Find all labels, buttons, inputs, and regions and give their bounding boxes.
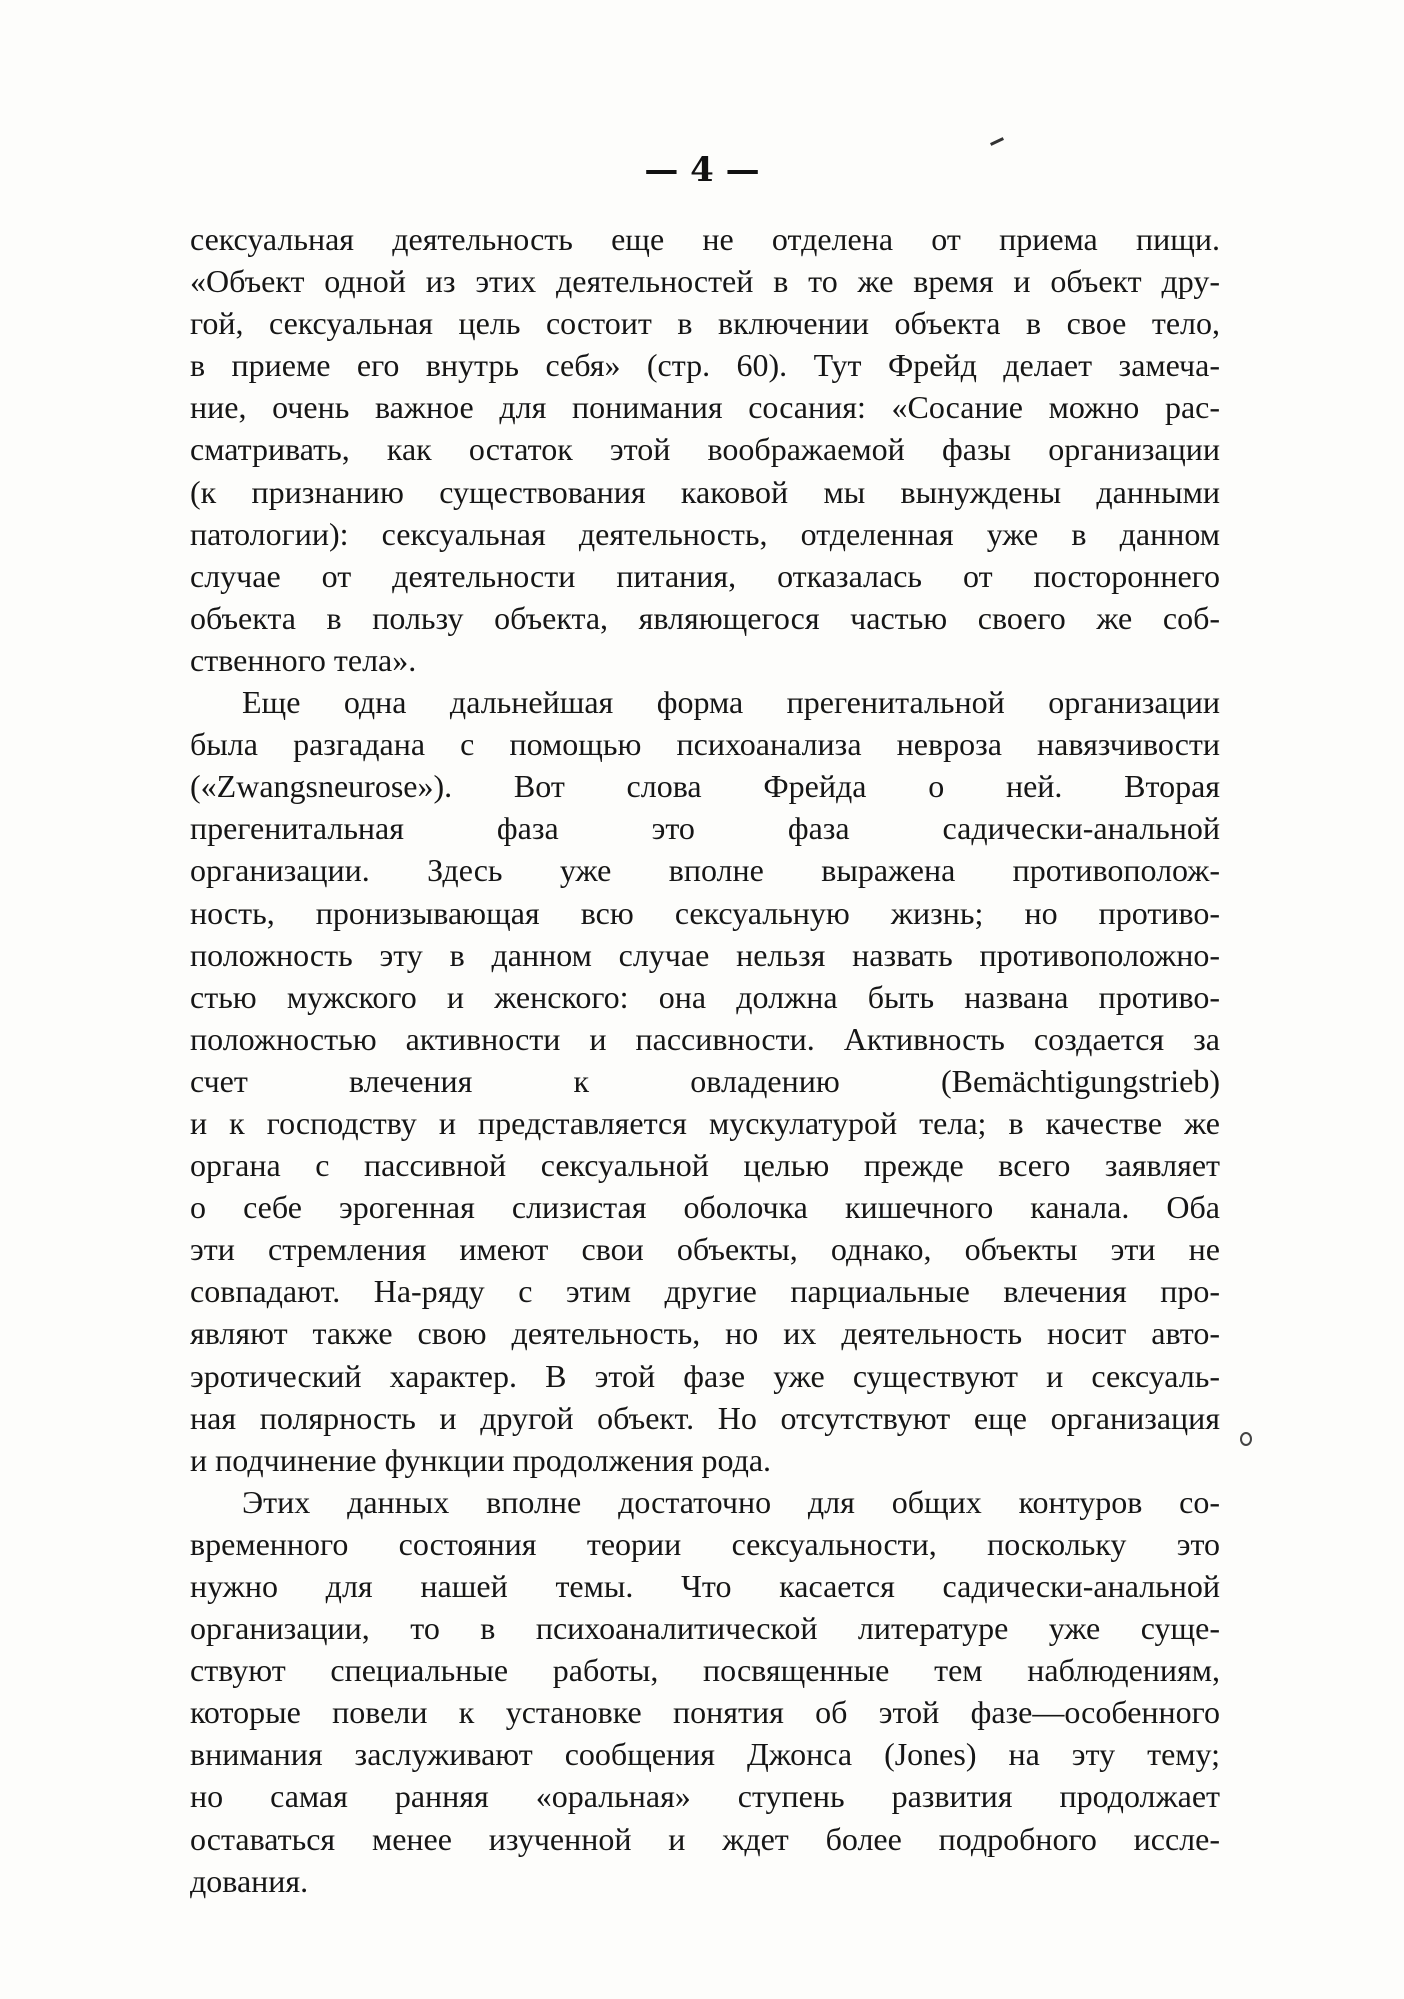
text-line: (к признанию существования каковой мы вынуждены данными — [190, 473, 1220, 510]
paragraph-first-line: Еще одна дальнейшая форма прегенитальной организации — [242, 684, 1220, 721]
text-line: оставаться менее изученной и ждет более подробного иссле- — [190, 1820, 1220, 1857]
text-line: ность, пронизывающая всю сексуальную жизнь; но противо- — [190, 894, 1220, 931]
text-line: ствуют специальные работы, посвященные тем наблюдениям, — [190, 1652, 1220, 1689]
text-line: ние, очень важное для понимания сосания: «Сосание можно рас- — [190, 389, 1220, 426]
text-line: гой, сексуальная цель состоит в включении объекта в свое тело, — [190, 305, 1220, 342]
text-line: ственного тела». — [190, 641, 417, 678]
text-line: временного состояния теории сексуальности, поскольку это — [190, 1525, 1220, 1562]
text-line: прегенитальная фаза это фаза садически-анальной — [190, 810, 1220, 847]
text-line: положностью активности и пассивности. Активность создается за — [190, 1020, 1220, 1057]
text-line: «Объект одной из этих деятельностей в то же время и объект дру- — [190, 263, 1220, 300]
text-line: но самая ранняя «оральная» ступень развития продолжает — [190, 1778, 1220, 1815]
ink-speck-mark — [1240, 1432, 1252, 1446]
text-line: которые повели к установке понятия об этой фазе—особенного — [190, 1694, 1220, 1731]
text-line: дования. — [190, 1862, 309, 1899]
pen-tick-mark — [990, 137, 1004, 146]
text-line: в приеме его внутрь себя» (стр. 60). Тут Фрейд делает замеча- — [190, 347, 1220, 384]
text-line: счет влечения к овладению (Bemächtigungstrieb) — [190, 1062, 1220, 1099]
text-line: эротический характер. В этой фазе уже существуют и сексуаль- — [190, 1357, 1220, 1394]
text-line: организации, то в психоаналитической литературе уже суще- — [190, 1610, 1220, 1647]
text-line: нужно для нашей темы. Что касается садически-анальной — [190, 1568, 1220, 1604]
text-line: («Zwangsneurose»). Вот слова Фрейда о ней. Вторая — [190, 768, 1220, 805]
paragraph-first-line: Этих данных вполне достаточно для общих контуров со- — [242, 1483, 1220, 1520]
text-line: случае от деятельности питания, отказалась от постороннего — [190, 557, 1220, 594]
text-line: совпадают. На-ряду с этим другие парциальные влечения про- — [190, 1273, 1220, 1310]
text-line: объекта в пользу объекта, являющегося частью своего же соб- — [190, 599, 1220, 636]
page-body — [190, 218, 1220, 1902]
text-line: сматривать, как остаток этой воображаемой фазы организации — [190, 431, 1220, 468]
text-line: и к господству и представляется мускулатурой тела; в качестве же — [190, 1104, 1220, 1141]
text-line: и подчинение функции продолжения рода. — [190, 1441, 772, 1478]
text-line: о себе эрогенная слизистая оболочка кишечного канала. Оба — [190, 1189, 1220, 1226]
page-number: — 4 — — [644, 150, 760, 190]
text-line: стью мужского и женского: она должна быть названа противо- — [190, 978, 1220, 1015]
text-line: внимания заслуживают сообщения Джонса (Jones) на эту тему; — [190, 1736, 1220, 1773]
text-line: была разгадана с помощью психоанализа невроза навязчивости — [190, 726, 1220, 763]
text-line: патологии): сексуальная деятельность, отделенная уже в данном — [190, 515, 1220, 552]
text-line: ная полярность и другой объект. Но отсутствуют еще организация — [190, 1399, 1220, 1436]
text-line: эти стремления имеют свои объекты, однако, объекты эти не — [190, 1231, 1220, 1268]
text-line: сексуальная деятельность еще не отделена от приема пищи. — [190, 221, 1220, 257]
text-line: организации. Здесь уже вполне выражена противополож- — [190, 852, 1220, 889]
text-line: положность эту в данном случае нельзя назвать противоположно- — [190, 936, 1220, 973]
text-line: являют также свою деятельность, но их деятельность носит авто- — [190, 1315, 1220, 1352]
text-line: органа с пассивной сексуальной целью прежде всего заявляет — [190, 1147, 1220, 1184]
